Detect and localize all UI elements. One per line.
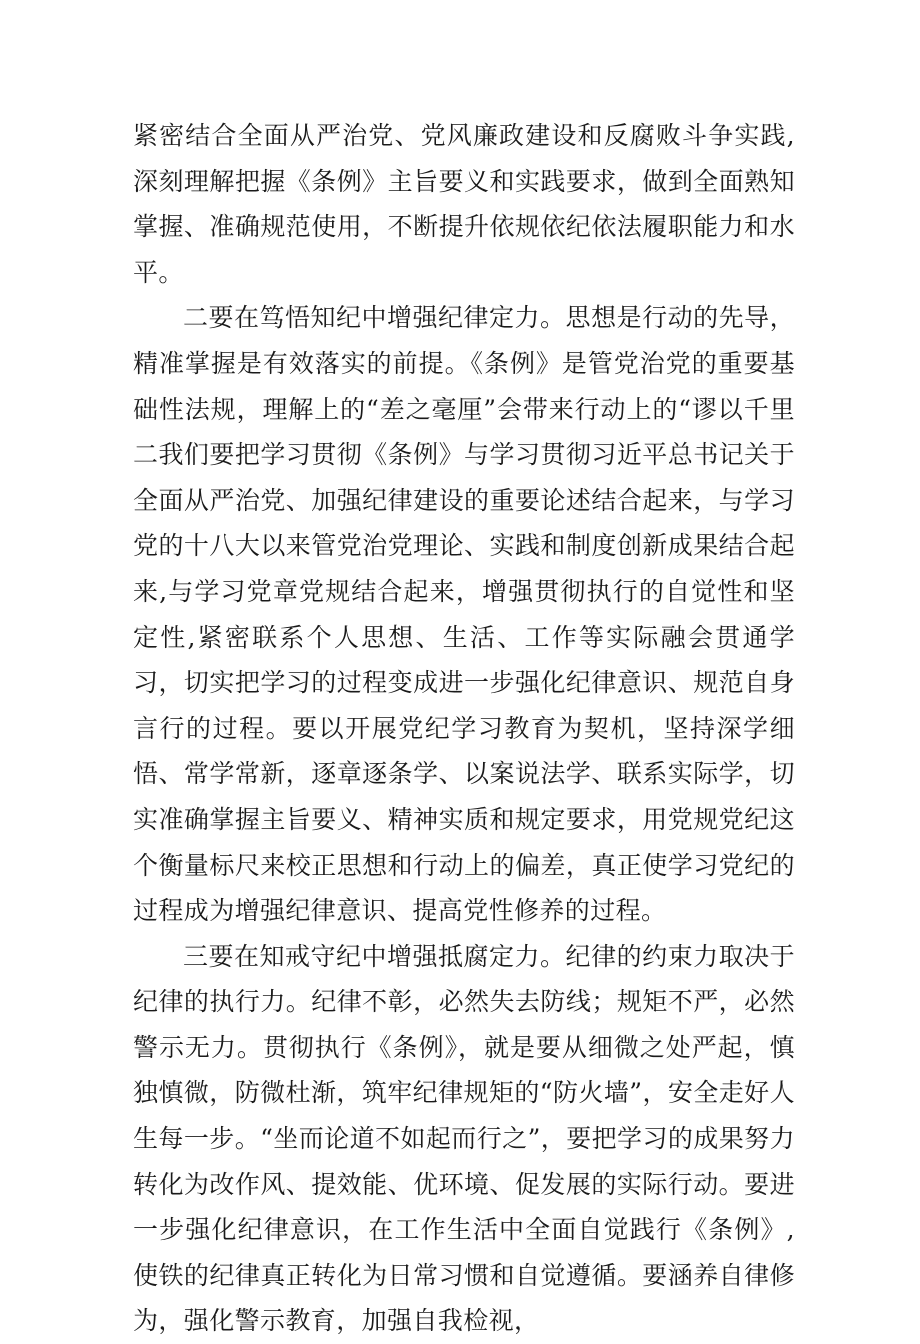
paragraph-1: 紧密结合全面从严治党、党风廉政建设和反腐败斗争实践,深刻理解把握《条例》主旨要义和实践要求，做到全面熟知掌握、准确规范使用，不断提升依规依纪依法履职能力和水平。 (133, 121, 795, 287)
paragraph-2: 二要在笃悟知纪中增强纪律定力。思想是行动的先导，精准掌握是有效落实的前提。《条例》是管党治党的重要基础性法规，理解上的“差之毫厘”会带来行动上的“谬以千里二我们要把学习贯彻《条例》与学习贯彻习近平总书记关于全面从严治党、加强纪律建设的重要论述结合起来，与学习党的十八大以来管党治党理论、实践和制度创新成果结合起来,与学习党章党规结合起来，增强贯彻执行的自觉性和坚定性,紧密联系个人思想、生活、工作等实际融会贯通学习，切实把学习的过程变成进一步强化纪律意识、规范自身言行的过程。要以开展党纪学习教育为契机，坚持深学细悟、常学常新，逐章逐条学、以案说法学、联系实际学，切实准确掌握主旨要义、精神实质和规定要求，用党规党纪这个衡量标尺来校正思想和行动上的偏差，真正使学习党纪的过程成为增强纪律意识、提高党性修养的过程。 (133, 303, 795, 926)
document-body (133, 113, 795, 1344)
paragraph-3: 三要在知戒守纪中增强抵腐定力。纪律的约束力取决于纪律的执行力。纪律不彰，必然失去防线；规矩不严，必然警示无力。贯彻执行《条例》，就是要从细微之处严起，慎独慎微，防微杜渐，筑牢纪律规矩的“防火墙”，安全走好人生每一步。“坐而论道不如起而行之”，要把学习的成果努力转化为改作风、提效能、优环境、促发展的实际行动。要进一步强化纪律意识，在工作生活中全面自觉践行《条例》,使铁的纪律真正转化为日常习惯和自觉遵循。要涵养自律修为，强化警示教育，加强自我检视， (133, 941, 795, 1336)
